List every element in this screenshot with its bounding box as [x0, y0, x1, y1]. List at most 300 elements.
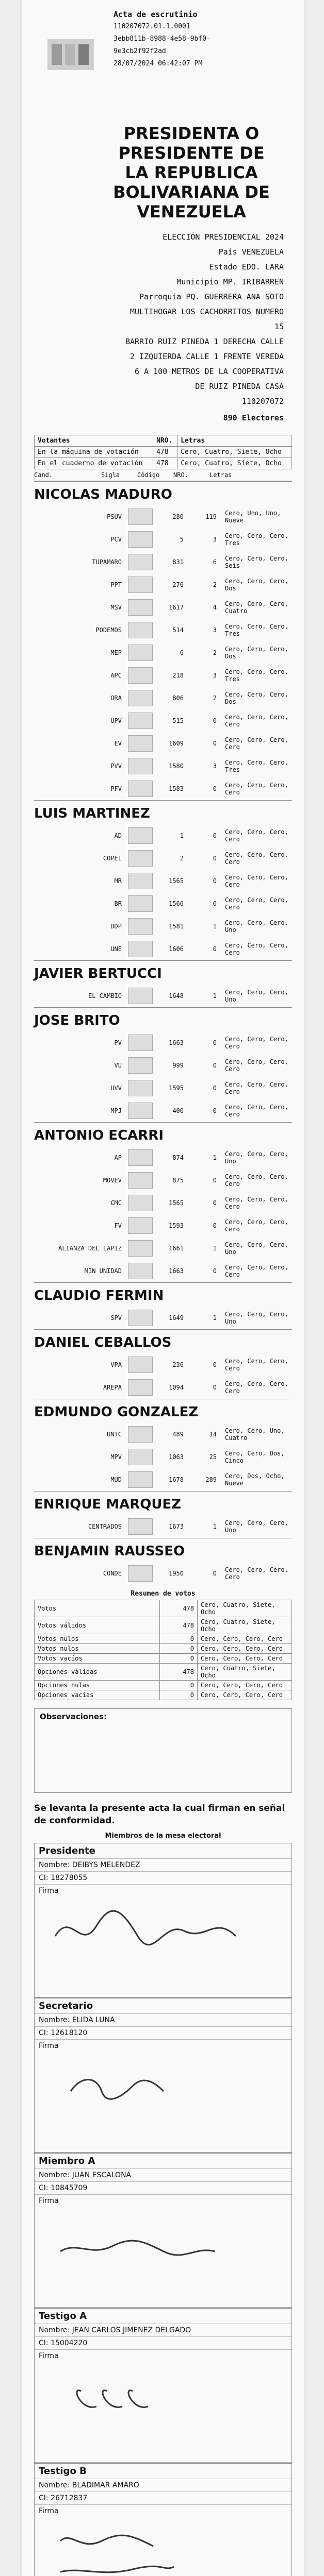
party-votes-words: Cero, Cero, Cero, Cero — [225, 1380, 288, 1395]
party-votes-words: Cero, Cero, Cero, Seis — [225, 555, 288, 569]
party-logo — [128, 1518, 153, 1535]
election-meta — [22, 230, 304, 409]
party-code: 515 — [172, 717, 184, 724]
party-code: 831 — [172, 558, 184, 566]
party-sigla: APC — [110, 672, 122, 679]
firma-label: Firma — [39, 2197, 59, 2205]
summary-words: Cero, Cuatro, Siete, Ocho — [198, 1664, 292, 1681]
party-votes: 1 — [213, 1154, 217, 1161]
party-votes: 2 — [213, 694, 217, 702]
party-logo — [128, 941, 153, 957]
candidate-name: NICOLAS MADURO — [34, 481, 292, 505]
candidate-name: BENJAMIN RAUSSEO — [34, 1538, 292, 1562]
party-votes: 3 — [213, 762, 217, 770]
party-sigla: EL CAMBIO — [88, 992, 122, 999]
party-votes: 0 — [213, 717, 217, 724]
party-sigla: ALIANZA DEL LAPIZ — [58, 1245, 122, 1252]
voting-center: MULTIHOGAR LOS CACHORRITOS NUMERO 15 — [129, 307, 284, 331]
party-code: 1661 — [169, 1245, 184, 1252]
member-role: Presidente — [35, 1843, 291, 1859]
party-logo — [128, 690, 153, 706]
summary-count: 0 — [160, 1654, 198, 1664]
party-sigla: MPV — [110, 1453, 122, 1461]
party-code: 1580 — [169, 762, 184, 770]
party-votes-words: Cero, Cero, Cero, Cero — [225, 714, 288, 728]
member-role: Miembro A — [35, 2154, 291, 2169]
summary-table — [34, 1600, 292, 1700]
party-code: 999 — [172, 1062, 184, 1069]
summary-label: Votos válidos — [35, 1617, 160, 1634]
party-sigla: PV — [114, 1039, 122, 1046]
party-row — [34, 732, 292, 755]
party-logo — [128, 1565, 153, 1582]
party-votes: 0 — [213, 1039, 217, 1046]
summary-count: 0 — [160, 1681, 198, 1690]
party-sigla: MIN UNIDAD — [84, 1267, 122, 1275]
member-ci: CI: 12618120 — [35, 2027, 291, 2040]
party-row — [34, 596, 292, 619]
party-votes-words: Cero, Cero, Cero, Cero — [225, 736, 288, 751]
party-sigla: EV — [114, 740, 122, 747]
party-votes-words: Cero, Cero, Cero, Uno — [225, 919, 288, 934]
summary-count: 478 — [160, 1600, 198, 1617]
candidate-name: JAVIER BERTUCCI — [34, 960, 292, 985]
party-votes: 1 — [213, 1245, 217, 1252]
party-code: 1565 — [169, 877, 184, 885]
handwritten-signature — [50, 1890, 267, 1982]
party-votes-words: Cero, Cero, Cero, Cero — [225, 1058, 288, 1073]
party-votes-words: Cero, Cero, Cero, Uno — [225, 1519, 288, 1534]
party-row — [34, 1446, 292, 1468]
party-code: 514 — [172, 626, 184, 634]
party-votes-words: Cero, Cero, Cero, Cero — [225, 1173, 288, 1188]
party-code: 874 — [172, 1154, 184, 1161]
party-votes-words: Cero, Cero, Cero, Dos — [225, 691, 288, 705]
party-logo — [128, 758, 153, 774]
party-logo — [128, 1471, 153, 1488]
summary-label: Opciones nulas — [35, 1681, 160, 1690]
party-votes-words: Cero, Cero, Cero, Cero — [225, 1264, 288, 1278]
observations-box — [34, 1708, 292, 1793]
handwritten-signature — [50, 2045, 267, 2138]
party-logo — [128, 1449, 153, 1465]
party-votes: 3 — [213, 536, 217, 543]
party-logo — [128, 781, 153, 797]
party-votes-words: Cero, Cero, Cero, Cero — [225, 1218, 288, 1233]
party-logo — [128, 645, 153, 661]
party-votes-words: Cero, Cero, Cero, Uno — [225, 1150, 288, 1165]
party-code: 1593 — [169, 1222, 184, 1229]
party-code: 875 — [172, 1177, 184, 1184]
candidate-name: CLAUDIO FERMIN — [34, 1282, 292, 1307]
member-ci: CI: 15004220 — [35, 2337, 291, 2350]
party-logo — [128, 1195, 153, 1211]
party-logo — [128, 1310, 153, 1326]
party-row — [34, 664, 292, 687]
party-code: 1950 — [169, 1570, 184, 1577]
party-logo — [128, 895, 153, 912]
letras-header: Letras — [177, 435, 292, 447]
member-signature-box — [35, 2350, 291, 2463]
cne-logo — [42, 29, 99, 80]
party-votes: 0 — [213, 1222, 217, 1229]
party-logo — [128, 1149, 153, 1166]
parish: Parroquia PQ. GUERRERA ANA SOTO — [139, 292, 284, 301]
party-logo — [128, 509, 153, 525]
summary-row — [35, 1644, 292, 1654]
party-votes: 0 — [213, 900, 217, 907]
party-code: 806 — [172, 694, 184, 702]
member-signature-box — [35, 2040, 291, 2153]
summary-words: Cero, Cero, Cero, Cero — [198, 1634, 292, 1644]
member-role: Testigo A — [35, 2309, 291, 2324]
party-code: 1663 — [169, 1267, 184, 1275]
party-votes-words: Cero, Cero, Cero, Uno — [225, 1311, 288, 1325]
party-votes-words: Cero, Cero, Cero, Cero — [225, 1196, 288, 1210]
party-code: 1648 — [169, 992, 184, 999]
table-row — [35, 447, 292, 458]
party-logo — [128, 622, 153, 638]
party-logo — [128, 1263, 153, 1279]
party-logo — [128, 577, 153, 593]
party-votes: 0 — [213, 1384, 217, 1391]
col-codigo: Código — [137, 471, 160, 479]
firma-label: Firma — [39, 1887, 59, 1895]
party-logo — [128, 1035, 153, 1051]
party-votes-words: Cero, Cero, Cero, Cero — [225, 1081, 288, 1095]
summary-row — [35, 1634, 292, 1644]
party-logo — [128, 1357, 153, 1373]
member-role: Secretario — [35, 1998, 291, 2014]
party-votes: 1 — [213, 923, 217, 930]
member-block — [34, 2463, 292, 2576]
table-row — [35, 458, 292, 469]
handwritten-signature — [50, 2510, 267, 2576]
party-code: 1 — [180, 832, 184, 839]
party-sigla: PPT — [110, 581, 122, 588]
party-votes-words: Cero, Cero, Cero, Cero — [225, 782, 288, 796]
party-votes: 0 — [213, 785, 217, 792]
party-code: 1606 — [169, 945, 184, 953]
summary-count: 0 — [160, 1634, 198, 1644]
party-row — [34, 1214, 292, 1237]
party-logo — [128, 827, 153, 844]
party-logo — [128, 1240, 153, 1257]
party-votes-words: Cero, Cero, Cero, Tres — [225, 623, 288, 637]
summary-count: 0 — [160, 1644, 198, 1654]
party-sigla: CONDE — [103, 1570, 122, 1577]
party-sigla: PVV — [110, 762, 122, 770]
party-votes: 0 — [213, 877, 217, 885]
election-name: ELECCIÓN PRESIDENCIAL 2024 — [163, 232, 284, 242]
party-votes-words: Cero, Cero, Cero, Cero — [225, 942, 288, 956]
firma-label: Firma — [39, 2507, 59, 2515]
party-logo — [128, 873, 153, 889]
party-code: 236 — [172, 1361, 184, 1368]
country: País VENEZUELA — [218, 247, 284, 257]
summary-row — [35, 1600, 292, 1617]
party-sigla: DDP — [110, 923, 122, 930]
party-votes-words: Cero, Cero, Cero, Tres — [225, 668, 288, 683]
party-code: 1566 — [169, 900, 184, 907]
party-votes: 0 — [213, 1062, 217, 1069]
party-sigla: PCV — [110, 536, 122, 543]
party-logo — [128, 599, 153, 616]
party-row — [34, 505, 292, 528]
party-row — [34, 1468, 292, 1491]
acta-header — [22, 0, 304, 124]
candidate-name: ENRIQUE MARQUEZ — [34, 1491, 292, 1515]
summary-count: 478 — [160, 1664, 198, 1681]
party-sigla: VU — [114, 1062, 122, 1069]
party-votes-words: Cero, Cero, Uno, Cuatro — [225, 1427, 285, 1442]
party-row — [34, 1099, 292, 1122]
acta-code: 110207072.01.1.0001 — [114, 23, 190, 30]
party-row — [34, 1307, 292, 1329]
party-sigla: UPV — [110, 717, 122, 724]
party-code: 1649 — [169, 1314, 184, 1321]
party-sigla: AP — [114, 1154, 122, 1161]
party-sigla: BR — [114, 900, 122, 907]
acta-paper — [22, 0, 304, 2576]
summary-row — [35, 1690, 292, 1700]
party-votes: 289 — [205, 1476, 217, 1483]
acta-hash-short: 3ebb811b-8988-4e58-9bf0- — [114, 35, 210, 43]
party-row — [34, 1353, 292, 1376]
party-votes-words: Cero, Cero, Cero, Cuatro — [225, 600, 288, 615]
party-sigla: UVV — [110, 1084, 122, 1092]
col-nro: NRO. — [173, 471, 188, 479]
summary-label: Votos — [35, 1600, 160, 1617]
party-votes-words: Cero, Uno, Uno, Nueve — [225, 510, 281, 524]
party-sigla: MSV — [110, 604, 122, 611]
party-code: 1678 — [169, 1476, 184, 1483]
member-signature-box — [35, 1885, 291, 1997]
member-name: Nombre: BLADIMAR AMARO — [35, 2479, 291, 2492]
member-role: Testigo B — [35, 2464, 291, 2479]
party-logo — [128, 988, 153, 1004]
member-name: Nombre: JEAN CARLOS JIMENEZ DELGADO — [35, 2324, 291, 2337]
party-votes-words: Cero, Cero, Cero, Cero — [225, 1358, 288, 1372]
municipality: Municipio MP. IRIBARREN — [176, 277, 284, 286]
party-code: 1673 — [169, 1523, 184, 1530]
party-votes-words: Cero, Cero, Cero, Dos — [225, 578, 288, 592]
party-code: 1094 — [169, 1384, 184, 1391]
conformity-text: Se levanta la presente acta la cual firman en señal de conformidad. — [34, 1803, 285, 1826]
party-votes: 1 — [213, 1523, 217, 1530]
votantes-table — [34, 435, 292, 469]
party-logo — [128, 667, 153, 684]
party-sigla: ORA — [110, 694, 122, 702]
party-row — [34, 619, 292, 641]
member-name: Nombre: DEIBYS MELENDEZ — [35, 1859, 291, 1872]
party-row — [34, 1077, 292, 1099]
party-sigla: CMC — [110, 1199, 122, 1207]
party-votes-words: Cero, Cero, Cero, Cero — [225, 1566, 288, 1581]
party-code: 1595 — [169, 1084, 184, 1092]
party-votes-words: Cero, Cero, Cero, Uno — [225, 1241, 288, 1256]
party-row — [34, 847, 292, 870]
member-block — [34, 2153, 292, 2308]
party-votes: 0 — [213, 1107, 217, 1114]
acta-title: PRESIDENTA O PRESIDENTE DE LA REPUBLICA BOLIVARIANA DE VENEZUELA — [113, 124, 270, 222]
acta-datetime: 28/07/2024 06:42:07 PM — [114, 60, 203, 67]
party-row — [34, 870, 292, 892]
cell: 478 — [153, 447, 177, 458]
col-sigla: Sigla — [101, 471, 120, 479]
party-row — [34, 1376, 292, 1399]
party-votes: 1 — [213, 1314, 217, 1321]
party-code: 276 — [172, 581, 184, 588]
party-votes-words: Cero, Cero, Cero, Cero — [225, 1036, 288, 1050]
member-ci: CI: 10845709 — [35, 2182, 291, 2195]
members-list — [34, 1843, 292, 2576]
party-row — [34, 892, 292, 915]
summary-words: Cero, Cero, Cero, Cero — [198, 1654, 292, 1664]
summary-count: 478 — [160, 1617, 198, 1634]
candidate-name: EDMUNDO GONZALEZ — [34, 1399, 292, 1423]
member-name: Nombre: ELIDA LUNA — [35, 2014, 291, 2027]
party-row — [34, 1423, 292, 1446]
party-sigla: MPJ — [110, 1107, 122, 1114]
party-votes: 2 — [213, 649, 217, 656]
party-code: 6 — [180, 649, 184, 656]
summary-label: Opciones válidas — [35, 1664, 160, 1681]
party-row — [34, 1515, 292, 1538]
party-logo — [128, 713, 153, 729]
summary-row — [35, 1664, 292, 1681]
party-votes: 0 — [213, 1570, 217, 1577]
party-votes-words: Cero, Cero, Cero, Tres — [225, 759, 288, 773]
party-code: 1583 — [169, 785, 184, 792]
party-row — [34, 1031, 292, 1054]
party-votes: 0 — [213, 1267, 217, 1275]
summary-words: Cero, Cero, Cero, Cero — [198, 1644, 292, 1654]
party-votes-words: Cero, Dos, Ocho, Nueve — [225, 1472, 285, 1487]
candidate-name: LUIS MARTINEZ — [34, 800, 292, 824]
party-row — [34, 985, 292, 1007]
cell: En la máquina de votación — [35, 447, 153, 458]
party-sigla: MOVEV — [103, 1177, 122, 1184]
member-ci: CI: 26712837 — [35, 2492, 291, 2505]
party-votes-words: Cero, Cero, Cero, Tres — [225, 532, 288, 547]
summary-row — [35, 1617, 292, 1634]
party-sigla: MUD — [110, 1476, 122, 1483]
members-title: Miembros de la mesa electoral — [105, 1832, 221, 1840]
party-votes-words: Cero, Cero, Cero, Cero — [225, 874, 288, 888]
summary-words: Cero, Cero, Cero, Cero — [198, 1690, 292, 1700]
member-block — [34, 2308, 292, 2463]
party-logo — [128, 554, 153, 570]
party-code: 1063 — [169, 1453, 184, 1461]
party-row — [34, 528, 292, 551]
electors-count: 890 Electores — [223, 413, 284, 422]
party-votes: 0 — [213, 855, 217, 862]
party-votes-words: Cero, Cero, Cero, Cero — [225, 896, 288, 911]
party-row — [34, 709, 292, 732]
acta-header-lines — [114, 8, 210, 70]
party-sigla: TUPAMARO — [92, 558, 122, 566]
member-name: Nombre: JUAN ESCALONA — [35, 2169, 291, 2182]
party-sigla: MEP — [110, 649, 122, 656]
party-sigla: COPEI — [103, 855, 122, 862]
party-votes: 6 — [213, 558, 217, 566]
party-logo — [128, 735, 153, 752]
party-row — [34, 915, 292, 938]
party-votes: 4 — [213, 604, 217, 611]
firma-label: Firma — [39, 2042, 59, 2050]
party-logo — [128, 1172, 153, 1189]
acta-label: Acta de escrutinio — [114, 10, 198, 19]
summary-title: Resumen de votos — [131, 1590, 196, 1598]
party-code: 400 — [172, 1107, 184, 1114]
cell: Cero, Cuatro, Siete, Ocho — [177, 447, 292, 458]
party-row — [34, 687, 292, 709]
party-code: 1663 — [169, 1039, 184, 1046]
cell: En el cuaderno de votación — [35, 458, 153, 469]
center-code: 110207072 — [241, 397, 284, 406]
summary-count: 0 — [160, 1690, 198, 1700]
party-votes: 0 — [213, 1084, 217, 1092]
party-row — [34, 1054, 292, 1077]
party-sigla: FV — [114, 1222, 122, 1229]
party-code: 2 — [180, 855, 184, 862]
party-row — [34, 1237, 292, 1260]
party-votes: 0 — [213, 1361, 217, 1368]
party-code: 5 — [180, 536, 184, 543]
cell: 478 — [153, 458, 177, 469]
party-votes-words: Cero, Cero, Cero, Cero — [225, 1104, 288, 1118]
party-row — [34, 755, 292, 777]
party-row — [34, 551, 292, 573]
member-block — [34, 1843, 292, 1998]
summary-label: Opciones vacías — [35, 1690, 160, 1700]
member-ci: CI: 18278055 — [35, 1872, 291, 1885]
candidate-name: JOSE BRITO — [34, 1007, 292, 1031]
party-logo — [128, 1103, 153, 1119]
party-sigla: UNTC — [107, 1431, 122, 1438]
member-signature-box — [35, 2195, 291, 2308]
party-votes: 14 — [209, 1431, 217, 1438]
handwritten-signature — [50, 2355, 267, 2448]
party-sigla: AD — [114, 832, 122, 839]
party-code: 1581 — [169, 923, 184, 930]
firma-label: Firma — [39, 2352, 59, 2360]
party-row — [34, 1260, 292, 1282]
party-logo — [128, 1379, 153, 1396]
center-address: BARRIO RUIZ PINEDA 1 DERECHA CALLE 2 IZQUIERDA CALLE 1 FRENTE VEREDA 6 A 100 METROS DE LA COOPERATIVA DE RUIZ PINEDA CASA — [125, 337, 284, 391]
party-row — [34, 1169, 292, 1192]
party-votes: 25 — [209, 1453, 217, 1461]
party-logo — [128, 531, 153, 548]
party-row — [34, 1192, 292, 1214]
party-votes-words: Cero, Cero, Cero, Cero — [225, 828, 288, 843]
party-sigla: SPV — [110, 1314, 122, 1321]
candidate-name: DANIEL CEBALLOS — [34, 1329, 292, 1353]
party-sigla: PFV — [110, 785, 122, 792]
party-logo — [128, 1080, 153, 1096]
member-block — [34, 1998, 292, 2153]
party-votes: 2 — [213, 581, 217, 588]
party-sigla: VPA — [110, 1361, 122, 1368]
party-votes: 0 — [213, 832, 217, 839]
party-sigla: CENTRADOS — [88, 1523, 122, 1530]
party-sigla: PODEMOS — [95, 626, 122, 634]
party-votes: 119 — [205, 513, 217, 520]
party-row — [34, 573, 292, 596]
party-logo — [128, 1426, 153, 1443]
party-row — [34, 824, 292, 847]
